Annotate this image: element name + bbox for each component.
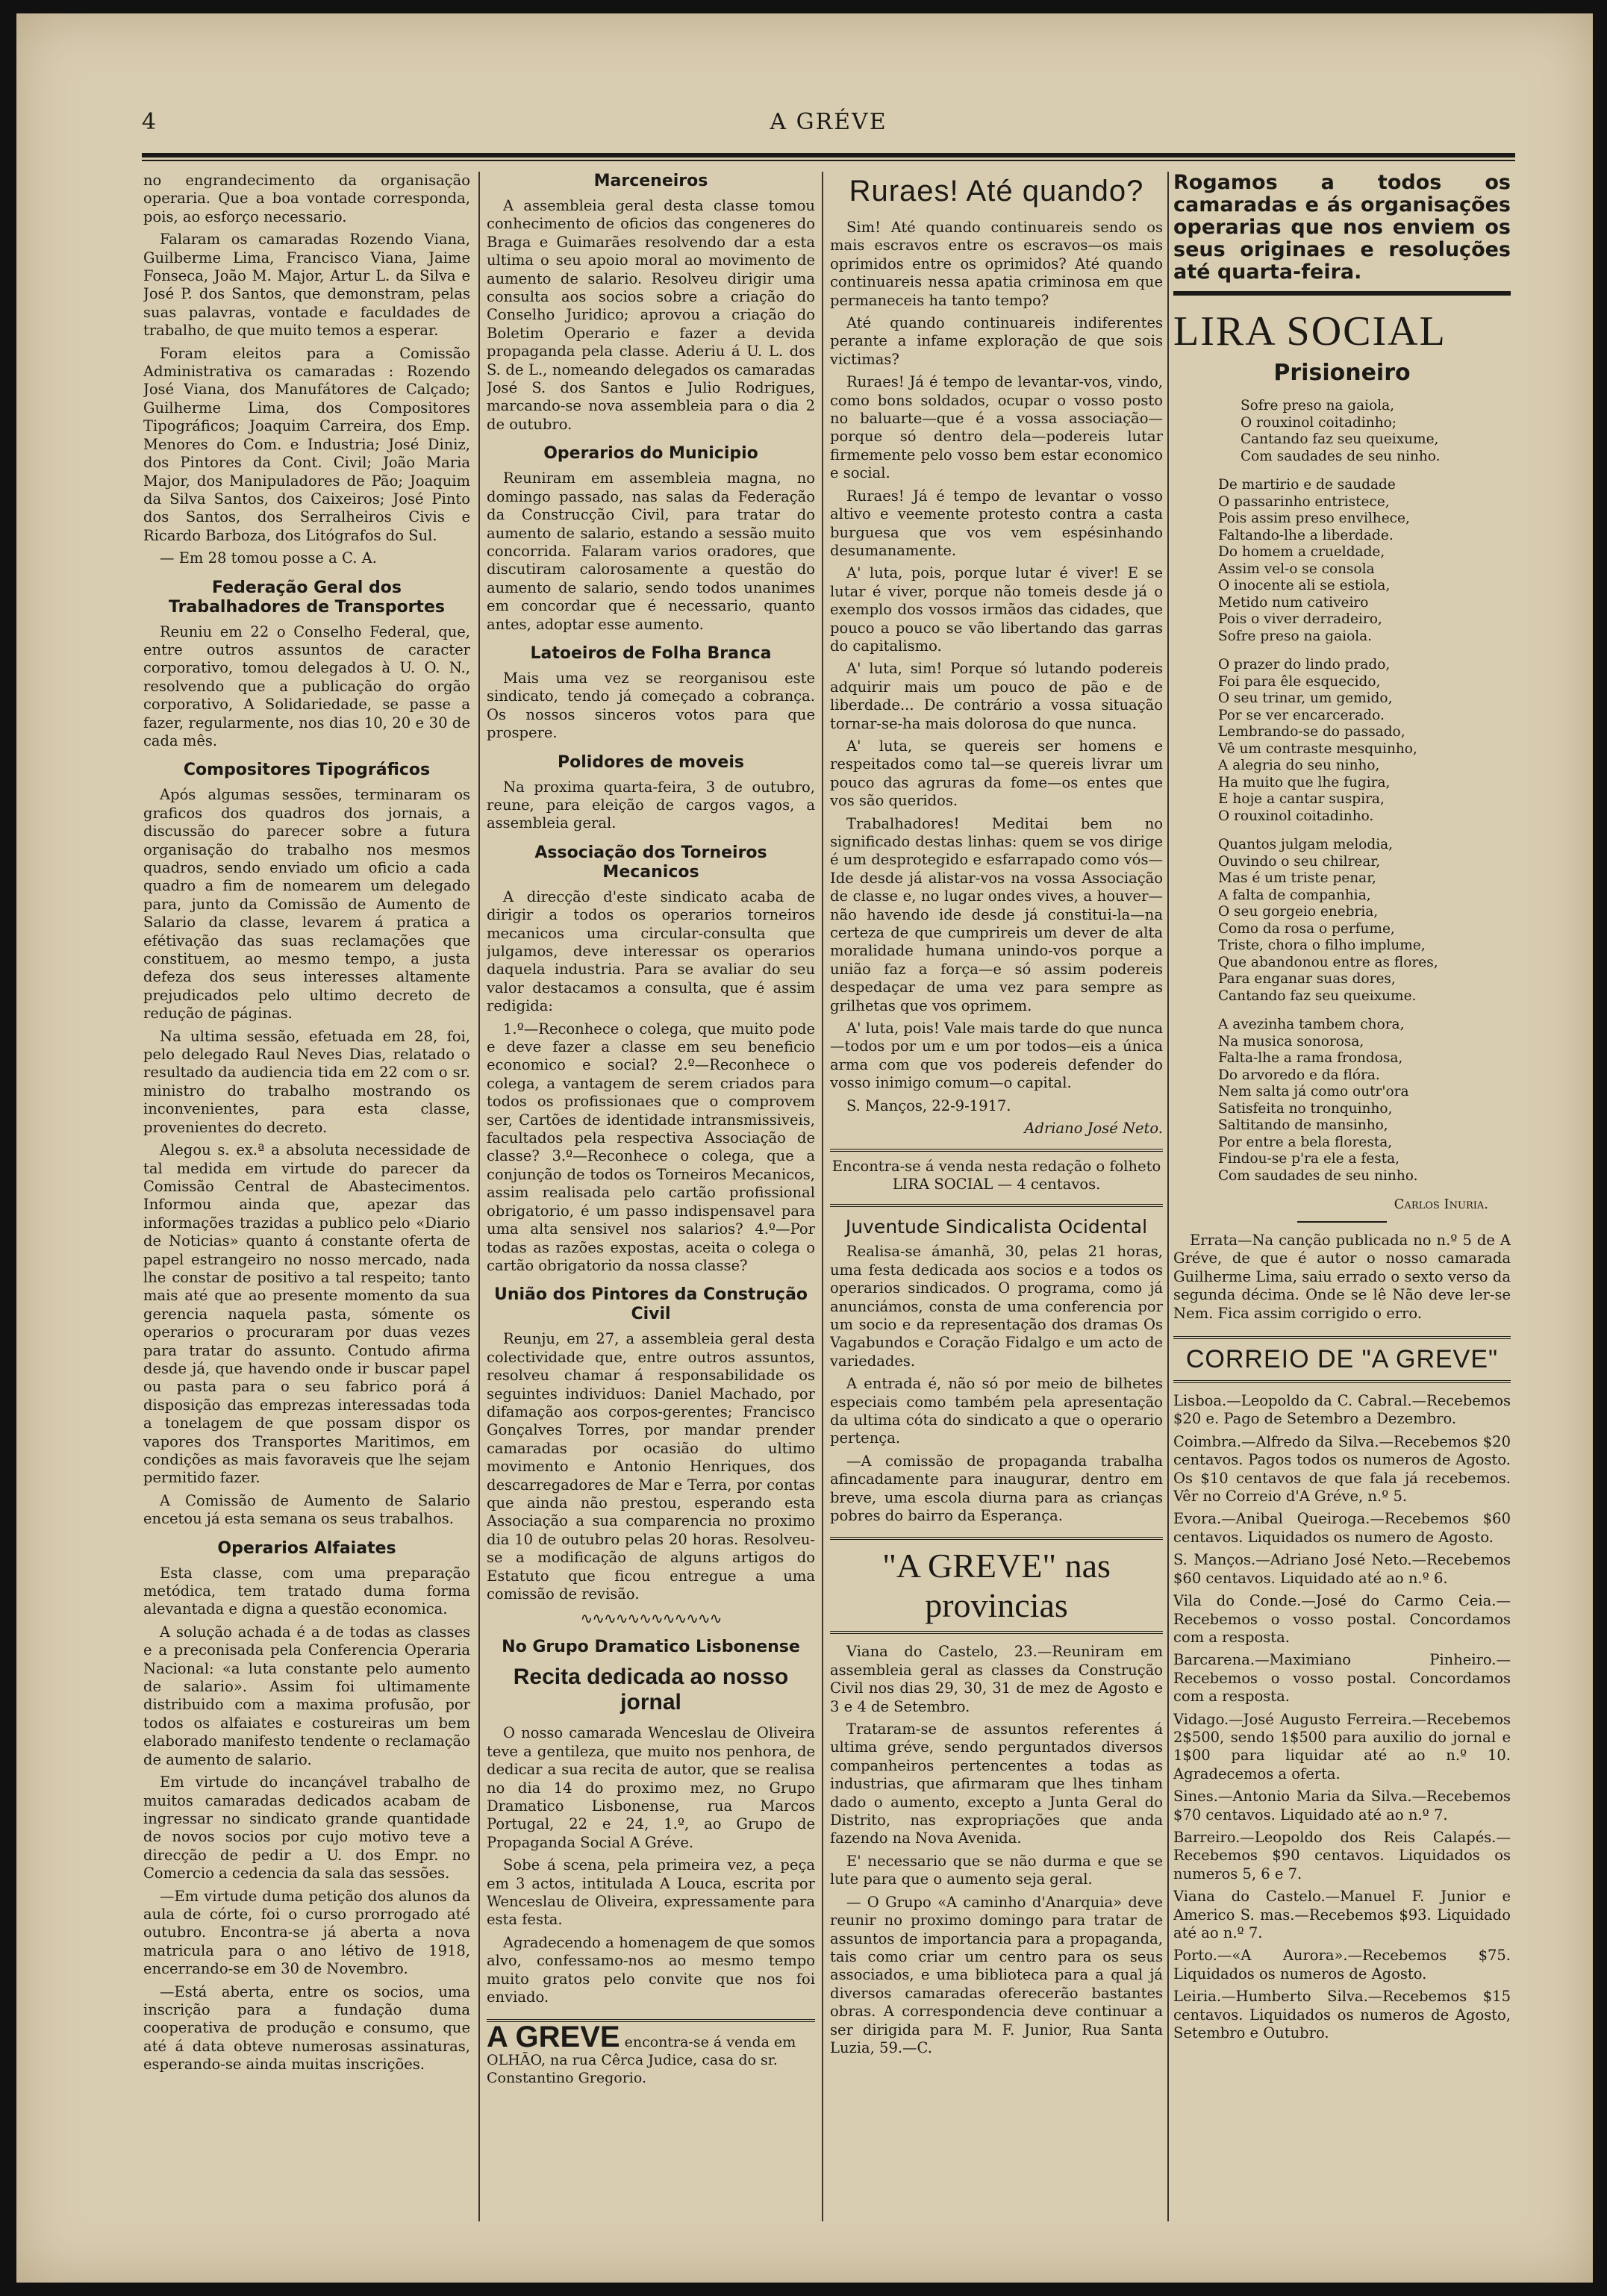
poem-line: O prazer do lindo prado, [1218,657,1391,673]
lira-social-title: LIRA SOCIAL [1173,308,1447,355]
errata-paragraph: Errata—Na canção publicada no n.º 5 de A Gréve, de que é autor o nosso camarada Guilherme Lima, saiu errado o sexto verso da segunda décima. Onde se lê Não deve ler-se Nem. Fica assim corrigido o erro. [1173,1232,1511,1322]
poem-line: O passarinho entristece, [1218,493,1390,510]
poem-line: Na musica sonorosa, [1218,1033,1364,1049]
section-heading: Polidores de moveis [558,752,744,772]
article-paragraph: — Em 28 tomou posse a C. A. [160,549,377,567]
poem-stanza [1241,398,1511,465]
correio-entry: Vidago.—José Augusto Ferreira.—Recebemos 2$500, sendo 1$500 para auxilio do jornal e 1$00 para liquidar até ao n.º 10. Agradecemos a oferta. [1173,1710,1511,1782]
article-paragraph: Trabalhadores! Meditai bem no significado destas linhas: quem se vos dirige é um desprotegido e esfarrapado como vós—Ide desde já alistar-vos na vossa Associação de classe e, no lugar ondes vives, a houver—não havendo ide desde já constitui-la—na certeza de que cumprireis um dever de alta moralidade humana unindo-vos porque a união faz a força—e só assim podereis despedaçar de uma vez para sempre as grilhetas que vos oprimem. [830,814,1163,1014]
lira-social-note [830,1149,1163,1208]
author-signature: Adriano José Neto. [1024,1120,1163,1138]
poem-line: Por entre a bela floresta, [1218,1134,1393,1150]
ornament-divider: ∿∿∿∿∿∿∿∿∿∿∿∿ [580,1609,722,1628]
article-paragraph: Na ultima sessão, efetuada em 28, foi, pelo delegado Raul Neves Dias, relatado o resultado da audiencia tida em 22 com o sr. ministro do trabalho mostrando os inconvenientes, para esta classe, provenientes do decreto. [143,1027,470,1136]
short-rule [1297,1221,1387,1223]
section-heading: Latoeiros de Folha Branca [530,643,772,663]
poem-line: Com saudades de seu ninho. [1241,448,1441,464]
correio-entry: Vila do Conde.—José do Carmo Ceia.—Recebemos o vosso postal. Concordamos com a resposta. [1173,1592,1511,1646]
article-paragraph: Alegou s. ex.ª a absoluta necessidade de tal medida em virtude do parecer da Comissão Central de Abastecimentos. Informou ainda que, apezar das informações trazidas a publico pelo «Diario de Noticias» quanto á constante oferta de papel estrangeiro no nosso mercado, nada lhe constar de positivo a tal respeito; tanto mais até que ao presente momento da sua gerencia naquela pasta, sómente os operarios o procuraram por duas vezes para tratar do assunto. Contudo afirma desde já, que havendo onde ir buscar papel ou pasta para o seu fabrico porá á disposição das emprezas interessadas toda a tonelagem de que possam dispor os vapores dos Transportes Maritimos, em condições as mais favoraveis que lhe sejam permitido fazer. [143,1141,470,1487]
article-paragraph: —Em virtude duma petição dos alunos da aula de córte, foi o curso prorrogado até outubro. Encontra-se já aberta a nova matricula para o ano létivo de 1918, encerrando-se em 30 de Novembro. [143,1887,470,1978]
poem-line: Nem salta já como outr'ora [1218,1084,1409,1099]
poem-line: Assim vel-o se consola [1218,561,1375,577]
article-paragraph: 1.º—Reconhece o colega, que muito pode e deve fazer a classe em seu beneficio economico e social? 2.º—Reconhece o colega, a vantagem de serem criados para todos os profissionaes que o comprovem ser, Cartões de identidade intransmissiveis, facultados pela respectiva Associação de classe? 3.º—Reconhece o colega, que a conjunção de todos os Torneiros Mecanicos, assim realisada pelo cartão profissional obrigatorio, é um passo indispensavel para uma alta sensivel nos salarios? 4.º—Por todas as razões expostas, aceita o colega o cartão obrigatorio da nossa classe? [487,1020,815,1274]
section-heading: Operarios Alfaiates [217,1538,396,1558]
article-paragraph: A assembleia geral desta classe tomou conhecimento de oficios das congeneres do Braga e Guimarães resolvendo dar a esta ultima o seu apoio moral ao movimento de aumento de salario. Resolveu dirigir uma consulta aos socios sobre a criação do Conselho Juridico; aprovou a criação do Boletim Operario e fazer a devida propaganda pela classe. Aderiu á U. L. dos S. de L., nomeando delegados os camaradas José S. dos Santos e Julio Rodrigues, marcando-se nova assembleia para o dia 2 de outubro. [487,197,815,433]
poem-line: Para enganar suas dores, [1218,971,1396,987]
poem-line: Sofre preso na gaiola, [1241,398,1395,414]
poem-line: Lembrando-se do passado, [1218,724,1405,740]
poem-line: O inocente ali se estiola, [1218,578,1391,593]
article-paragraph: Reunju, em 27, a assembleia geral desta colectividade que, entre outros assuntos, resolveu chamar á responsabilidade os seguintes individuos: Daniel Machado, por difamação aos corpos-gerentes; Francisco Gonçalves Torres, por mandar prender camaradas por ocasião do ultimo movimento e Antonio Henriques, dos descarregadores de Mar e Terra, por contas que ainda não prestou, esperando esta Associação a sua comparencia no proximo dia 10 de outubro pelas 20 horas. Resolveu-se a modificação de alguns artigos do Estatuto que ficou entregue a uma comissão de revisão. [487,1330,815,1603]
section-heading: Compositores Tipográficos [183,761,431,780]
article-paragraph: Viana do Castelo, 23.—Reuniram em assembleia geral as classes da Construção Civil nos dias 29, 30, 31 de mez de Agosto e 3 e 4 de Setembro. [830,1643,1163,1715]
note-text: Encontra-se á venda nesta redação o folheto LIRA SOCIAL — 4 centavos. [831,1157,1161,1193]
article-paragraph: A direcção d'este sindicato acaba de dirigir a todos os operarios torneiros mecanicos uma circular-consulta que julgamos, deve interessar os operarios daquela industria. Para se avaliar do seu valor destacamos a consulta, que é assim redigida: [487,887,815,1015]
correio-entry: Barreiro.—Leopoldo dos Reis Calapés.—Recebemos $90 centavos. Liquidados os numeros 5, 6 e 7. [1173,1828,1511,1882]
poem-line: E hoje a cantar suspira, [1218,791,1385,807]
article-paragraph: O nosso camarada Wenceslau de Oliveira teve a gentileza, que muito nos penhora, de dedicar a sua recita de autor, que se realisa no dia 14 do proximo mez, no Grupo Dramatico Lisbonense, rua Marcos Portugal, 22 e 24, 1.º, ao Grupo de Propaganda Social A Gréve. [487,1724,815,1851]
article-paragraph: Sobe á scena, pela primeira vez, a peça em 3 actos, intitulada A Louca, escrita por Wenceslau de Oliveira, expressamente para esta festa. [487,1856,815,1929]
poem-stanza [1218,657,1511,825]
section-heading: Associação dos Torneiros Mecanicos [534,843,767,882]
article-paragraph: Na proxima quarta-feira, 3 de outubro, reune, para eleição de cargos vagos, a assembleia geral. [487,778,815,832]
article-paragraph: —Está aberta, entre os socios, uma inscrição para a fundação duma cooperativa de produção e consumo, que até á data obteve numerosas assinaturas, esperando-se ainda muitas inscrições. [143,1983,470,2074]
section-heading: União dos Pintores da Construção Civil [493,1285,808,1324]
poem-line: Saltitando de mansinho, [1218,1117,1388,1133]
poem-line: Triste, chora o filho implume, [1218,938,1426,953]
poem-line: Vê um contraste mesquinho, [1218,740,1417,757]
poem-line: Metido num cativeiro [1218,594,1369,611]
header-rule [142,153,1515,157]
poem-line: Que abandonou entre as flores, [1218,954,1438,970]
article-paragraph: A entrada é, não só por meio de bilhetes especiais como também pela apresentação da ultima cóta do sindicato a que o operario pertença. [830,1375,1163,1447]
column-2 [487,172,815,2236]
poem-line: Ha muito que lhe fugira, [1218,774,1391,790]
section-heading: Marceneiros [593,172,708,190]
page-header [142,104,1515,149]
masthead-title: A GRÉVE [770,109,887,135]
correio-entry: Leiria.—Humberto Silva.—Recebemos $15 centavos. Liquidados os numeros de Agosto, Setembro e Outubro. [1173,1988,1511,2042]
column-4 [1173,172,1511,2236]
article-paragraph: Agradecendo a homenagem de que somos alvo, confessamo-nos ao mesmo tempo muito gratos pelo convite que nos foi enviado. [487,1933,815,2006]
notice-box: Rogamos a todos os camaradas e ás organisações operarias que nos enviem os seus originaes e resoluções até quarta-feira. [1173,172,1511,284]
poem-line: De martirio e de saudade [1218,477,1396,493]
poem-line: A falta de companhia, [1218,887,1371,903]
article-paragraph: Esta classe, com uma preparação metódica, tem tratado duma forma alevantada e digna a questão economica. [143,1564,470,1618]
poem-line: A avezinha tambem chora, [1218,1017,1405,1032]
article-paragraph: Em virtude do incançável trabalho de muitos camaradas dedicados acabam de ingressar no sindicato grande quantidade de novos socios por cujo motivo teve a direcção de pedir a U. dos Empr. no Comercio a cedencia da sala das sessões. [143,1774,470,1882]
column-3 [830,172,1163,2236]
poem-line: Ouvindo o seu chilrear, [1218,853,1381,870]
poem-line: Findou-se p'ra ele a festa, [1218,1151,1400,1167]
page-number: 4 [142,109,157,135]
recita-title: Recita dedicada ao nosso jornal [513,1665,789,1715]
correio-entry: Coimbra.—Alfredo da Silva.—Recebemos $20 centavos. Pagos todos os numeros de Agosto. Os $10 centavos de que fala já recebemos. Vêr no Correio d'A Gréve, n.º 5. [1173,1432,1511,1506]
poem-line: Falta-lhe a rama frondosa, [1218,1050,1403,1066]
poem-stanza [1218,477,1511,645]
correio-entry: Lisboa.—Leopoldo da C. Cabral.—Recebemos $20 e. Pago de Setembro a Dezembro. [1173,1392,1511,1428]
article-paragraph: A' luta, pois, porque lutar é viver! E se lutar é viver, porque não tomeis desde já o exemplo dos vossos irmãos das cidades, que pouco a pouco se vão libertando das garras do capitalismo. [830,564,1163,655]
poem-line: Quantos julgam melodia, [1218,837,1394,852]
article-paragraph: Até quando continuareis indiferentes perante a infame exploração de que sois victimas? [830,314,1163,368]
article-paragraph: —A comissão de propaganda trabalha afincadamente para inaugurar, dentro em breve, uma escola diurna para as crianças pobres do bairro da Esperança. [830,1452,1163,1524]
poem-line: Pois o viver derradeiro, [1218,611,1382,627]
poem-line: O rouxinol coitadinho; [1241,414,1397,431]
correio-entry: Viana do Castelo.—Manuel F. Junior e Americo S. mas.—Recebemos $93. Liquidado até ao n.º 7. [1173,1888,1511,1941]
article-paragraph: Ruraes! Já é tempo de levantar-vos, vindo, como bons soldados, ocupar o vosso posto no baluarte—que é a vossa associação—porque só dentro dela—podereis lutar firmemente pelo vosso bem estar economico e social. [830,373,1163,482]
poem-line: Como da rosa o perfume, [1218,920,1395,937]
article-paragraph: Falaram os camaradas Rozendo Viana, Guilberme Lima, Francisco Viana, Jaime Fonseca, João M. Major, Artur L. da Silva e José P. dos Santos, que demonstram, pelas suas palavras, vontade e faculdades de trabalho, de que muito temos a esperar. [143,231,470,340]
poem-line: Cantando faz seu queixume, [1241,431,1439,447]
article-paragraph: A solução achada é a de todas as classes e a preconisada pela Conferencia Operaria Nacional: «a luta constante pelo aumento de salario». Assim foi ultimamente distribuido com a maxima profusão, por todos os alfaiates e costureiras um bem elaborado manifesto tendente o reclamação de aumento de salario. [143,1623,470,1768]
column-divider [478,172,480,2221]
poem-line: Cantando faz seu queixume. [1218,988,1417,1004]
poem-line: A alegria do seu ninho, [1218,758,1380,773]
advert-text: encontra-se á venda em OLHÃO, na rua Cêrca Judice, casa do sr. Constantino Gregorio. [487,2033,796,2086]
article-paragraph: Reuniu em 22 o Conselho Federal, que, entre outros assuntos de caracter corporativo, tomou delegados à U. O. N., resolvendo que a publicação do orgão corporativo, A Solidariedade, se passe a fazer, regularmente, nos dias 10, 20 e 30 de cada mês. [143,623,470,749]
poem-line: Do arvoredo e da flóra. [1218,1067,1380,1083]
column-divider [822,172,823,2221]
poem-line: Faltando-lhe a liberdade. [1218,527,1394,543]
notice-rule [1173,291,1511,296]
article-paragraph: A Comissão de Aumento de Salario encetou já esta semana os seus trabalhos. [143,1491,470,1528]
correio-title: CORREIO DE "A GREVE" [1173,1336,1511,1383]
column-1 [143,172,470,2236]
poem-line: Com saudades de seu ninho. [1218,1167,1418,1184]
article-paragraph: Sim! Até quando continuareis sendo os mais escravos entre os escravos—os mais oprimidos entre os oprimidos? Até quando continuareis nessa apatia criminosa em que permaneceis ha tanto tempo? [830,219,1163,309]
poem-title: Prisioneiro [1273,360,1411,386]
correio-entry: Porto.—«A Aurora».—Recebemos $75. Liquidados os numeros de Agosto. [1173,1947,1511,1983]
article-title: Ruraes! Até quando? [849,175,1144,208]
article-paragraph: A' luta, sim! Porque só lutando podereis adquirir mais um pouco de pão e de liberdade... De contrário a vossa situação tornar-se-ha mais dolorosa do que nunca. [830,660,1163,732]
article-paragraph: Mais uma vez se reorganisou este sindicato, tendo já começado a cobrança. Os nossos sinceros votos para que prospere. [487,669,815,742]
poem-line: Do homem a crueldade, [1218,544,1385,560]
article-paragraph: E' necessario que se não durma e que se lute para que o aumento seja geral. [830,1852,1163,1888]
poem-line: Mas é um triste penar, [1218,870,1376,886]
article-paragraph: Realisa-se ámanhã, 30, pelas 21 horas, uma festa dedicada aos socios e a todos os operarios sindicados. O programa, como já anunciámos, consta de uma conferencia por um socio e da representação dos dramas Os Vagabundos e Coração Fidalgo e um acto de variedades. [830,1243,1163,1370]
provincias-title: "A GREVE" nas provincias [830,1537,1163,1634]
poet-signature: Carlos Inuria. [1394,1197,1488,1212]
advert-title: A GREVE [487,2020,620,2053]
article-paragraph: — O Grupo «A caminho d'Anarquia» deve reunir no proximo domingo para tratar de assuntos de importancia para a propaganda, tais como criar um centro para os seus associados, e uma biblioteca para a qual já diversos camaradas oferecerão bastantes obras. A correspondencia deve continuar a ser dirigida para M. F. Junior, Rua Santa Luzia, 59.—C. [830,1893,1163,2056]
section-heading: Federação Geral dos Trabalhadores de Transportes [169,578,445,617]
correio-entry: Sines.—Antonio Maria da Silva.—Recebemos $70 centavos. Liquidado até ao n.º 7. [1173,1788,1511,1824]
correio-entry: Barcarena.—Maximiano Pinheiro.—Recebemos o vosso postal. Concordamos com a resposta. [1173,1651,1511,1706]
dateline: S. Manços, 22-9-1917. [846,1096,1011,1114]
poem-line: Por se ver encarcerado. [1218,707,1385,723]
poem-stanza [1218,1017,1511,1185]
article-paragraph: no engrandecimento da organisação operaria. Que a boa vontade corresponda, pois, ao esforço necessario. [143,172,470,225]
poem-line: Sofre preso na gaiola. [1218,628,1373,644]
article-paragraph: A' luta, se quereis ser homens e respeitados como tal—se quereis livrar um pouco das agruras da fome—os entes que vos são queridos. [830,737,1163,810]
article-paragraph: Reuniram em assembleia magna, no domingo passado, nas salas da Federação da Construcção Civil, para tratar do aumento de salario, estando a sessão muito concorrida. Falaram varios oradores, que discutiram calorosamente a questão do aumento de salario, sendo todos unanimes em concordar que é necessario, quanto antes, adoptar esse aumento. [487,470,815,633]
poem-line: Foi para êle esquecido, [1218,673,1381,690]
section-heading: Operarios do Municipio [543,444,758,464]
correio-entry: Evora.—Anibal Queiroga.—Recebemos $60 centavos. Liquidados os numero de Agosto. [1173,1510,1511,1546]
header-rule-thin [142,160,1515,161]
correio-list [1173,1392,1511,2042]
article-paragraph: Ruraes! Já é tempo de levantar o vosso altivo e veemente protesto contra a casta burguesa que vos vem espésinhando desumanamente. [830,487,1163,559]
section-heading: No Grupo Dramatico Lisbonense [502,1638,800,1657]
olhao-advert [487,2019,815,2087]
article-paragraph: Foram eleitos para a Comissão Administrativa os camaradas : Rozendo José Viana, dos Manufátores de Calçado; Guilherme Lima, dos Compositores Tipográficos; Joaquim Carreira, dos Emp. Menores do Com. e Industria; José Diniz, dos Pintores da Cont. Civil; João Maria Major, dos Manipuladores de Pão; Joaquim da Silva Santos, dos Caixeiros; José Pinto dos Santos, dos Serralheiros Civis e Ricardo Barboza, dos Litógrafos do Sul. [143,344,470,544]
article-paragraph: Trataram-se de assuntos referentes á ultima gréve, sendo perguntados diversos companheiros pertencentes a todas as industrias, que afirmaram que lhes tinham dado o aumento, excepto a Junta Geral do Distrito, nas expropriações que anda fazendo na Nova Avenida. [830,1721,1163,1847]
poem-line: O rouxinol coitadinho. [1218,808,1374,824]
article-paragraph: A' luta, pois! Vale mais tarde do que nunca—todos por um e um por todos—eis a única arma com que vos podereis defender do vosso inimigo comum—o capital. [830,1020,1163,1092]
section-heading: Juventude Sindicalista Ocidental [845,1216,1148,1238]
correio-entry: S. Manços.—Adriano José Neto.—Recebemos $60 centavos. Liquidado até ao n.º 6. [1173,1551,1511,1587]
poem-line: O seu trinar, um gemido, [1218,690,1393,706]
column-divider [1167,172,1169,2221]
poem-line: Pois assim preso envilhece, [1218,511,1410,526]
poem-line: Satisfeita no tronquinho, [1218,1100,1393,1117]
poem-line: O seu gorgeio enebria, [1218,904,1379,920]
article-paragraph: Após algumas sessões, terminaram os graficos dos quadros dos jornais, a discussão do parecer sobre a futura organisação do trabalho nos mesmos quadros, sendo enviado um oficio a cada quadro a fim de nomearem um delegado para, junto da Comissão de Aumento de Salario da classe, levarem á pratica a efétivação das suas reclamações que constituem, ao mesmo tempo, a justa defeza dos seus interesses altamente prejudicados pelo ultimo decreto de redução de páginas. [143,786,470,1023]
poem-stanza [1218,837,1511,1005]
